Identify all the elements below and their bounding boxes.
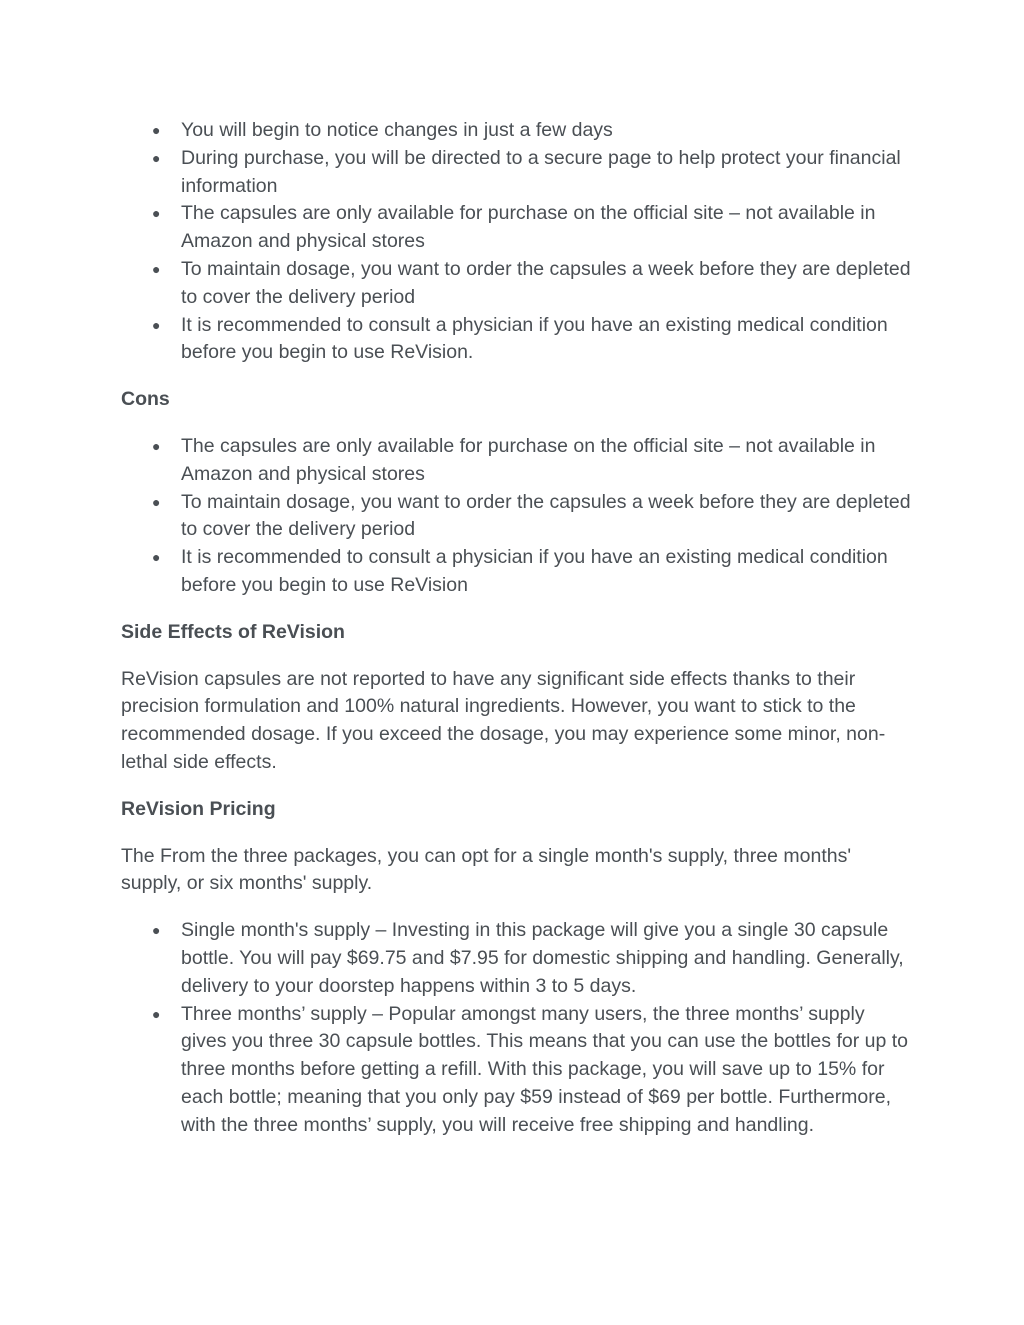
list-item: ● It is recommended to consult a physician if you have an existing medical condition before you begin to use ReVision. [181,312,911,368]
list-item: ● During purchase, you will be directed to a secure page to help protect your financial information [181,145,911,201]
list-item: ● The capsules are only available for purchase on the official site – not available in Amazon and physical stores [181,433,911,489]
list-item: ● Single month's supply – Investing in this package will give you a single 30 capsule bottle. You will pay $69.75 and $7.95 for domestic shipping and handling. Generally, delivery to your doorstep happens within 3 to 5 days. [181,917,911,1000]
side-effects-paragraph: ReVision capsules are not reported to have any significant side effects thanks to their precision formulation and 100% natural ingredients. However, you want to stick to the recommended dosage. If you exceed the dosage, you may experience some minor, non-lethal side effects. [121,667,886,773]
list-item: ● It is recommended to consult a physician if you have an existing medical condition before you begin to use ReVision [181,544,911,600]
pros-list [121,117,911,367]
pricing-list [121,917,911,1139]
list-item: ● The capsules are only available for purchase on the official site – not available in Amazon and physical stores [181,200,911,256]
pricing-heading: ReVision Pricing [121,797,276,820]
cons-list [121,433,911,600]
list-item: ● Three months’ supply – Popular amongst many users, the three months’ supply gives you three 30 capsule bottles. This means that you can use the bottles for up to three months before getting a refill. With this package, you will save up to 15% for each bottle; meaning that you only pay $59 instead of $69 per bottle. Furthermore, with the three months’ supply, you will receive free shipping and handling. [181,1001,911,1140]
side-effects-heading: Side Effects of ReVision [121,620,345,643]
list-item: ● You will begin to notice changes in just a few days [181,117,911,145]
document-page [121,117,911,1140]
cons-heading: Cons [121,388,170,411]
list-item: ● To maintain dosage, you want to order the capsules a week before they are depleted to cover the delivery period [181,489,911,545]
list-item: ● To maintain dosage, you want to order the capsules a week before they are depleted to cover the delivery period [181,256,911,312]
pricing-intro: The From the three packages, you can opt for a single month's supply, three months' supply, or six months' supply. [121,844,852,895]
